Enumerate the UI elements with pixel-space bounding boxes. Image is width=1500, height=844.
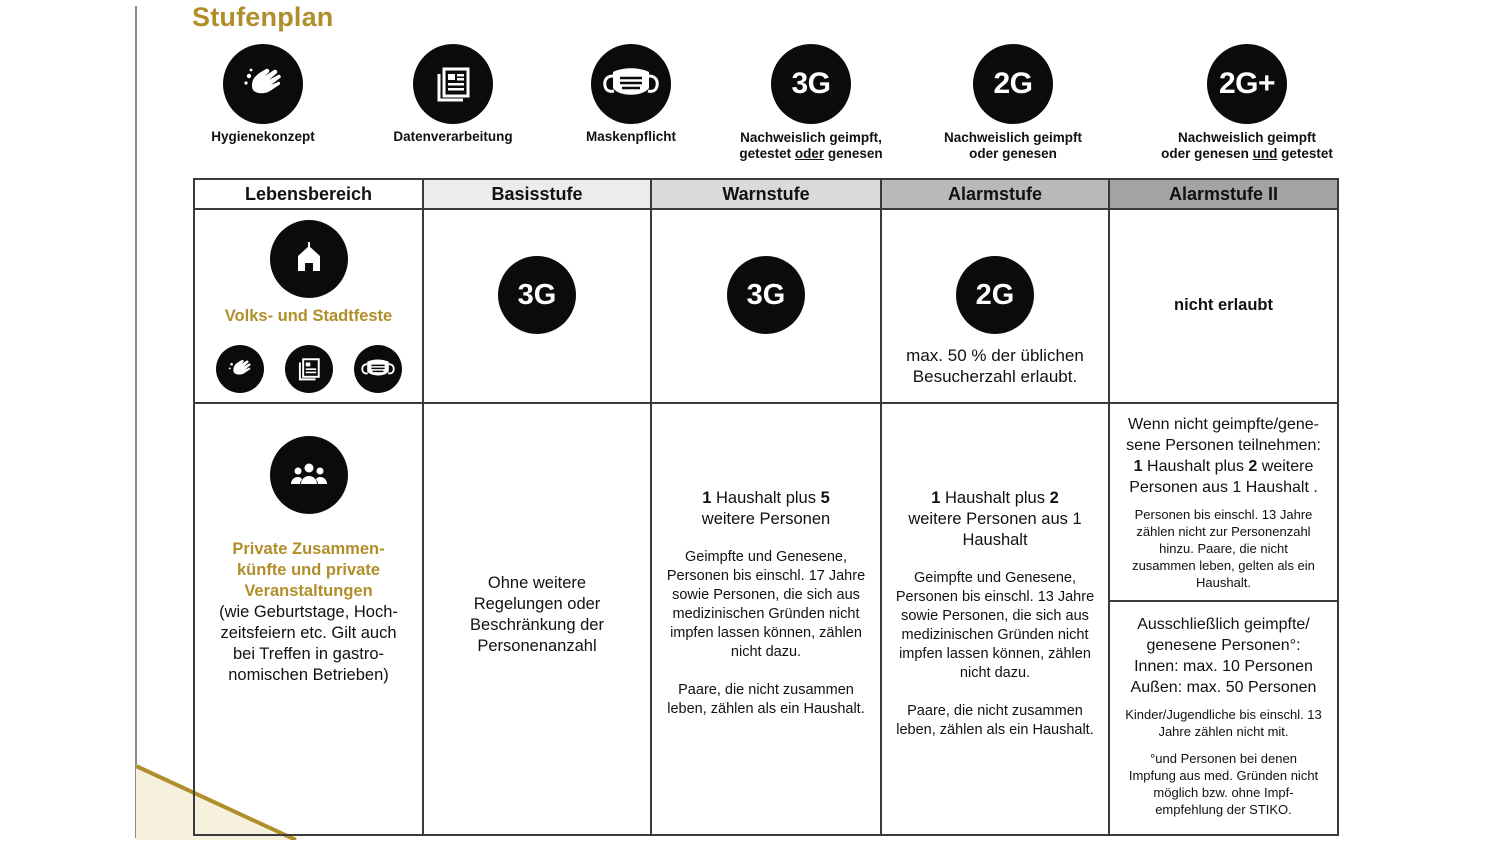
hand-washing-icon <box>216 345 264 393</box>
legend-label-2g-plus: Nachweislich geimpft oder genesen und getestet <box>1161 130 1333 161</box>
requirement-icons <box>195 345 422 393</box>
cell-lebensbereich-private <box>194 403 423 835</box>
not-allowed-text: nicht erlaubt <box>1173 295 1273 314</box>
cell-warn-volksfeste <box>651 209 881 403</box>
alarm2-kids-note: Kinder/Jugendliche bis einschl. 13 Jahre zählen nicht mit. <box>1125 707 1322 739</box>
legend-3g <box>711 44 911 162</box>
cell-basis-private <box>423 403 651 835</box>
legend-mask <box>531 44 731 145</box>
label-private-note: (wie Geburtstage, Hoch- zeitsfeiern etc. Gilt auch bei Treffen in gastro- nomischen Betrieben) <box>219 603 398 684</box>
header-alarmstufe-2: Alarmstufe II <box>1109 179 1338 209</box>
page-title: Stufenplan <box>192 2 334 32</box>
cell-alarm2-volksfeste <box>1109 209 1338 403</box>
cell-basis-volksfeste <box>423 209 651 403</box>
legend-2g <box>913 44 1113 162</box>
label-private-gatherings: Private Zusammen- künfte und private Veranstaltungen <box>232 540 385 600</box>
2g-symbol: 2G <box>956 256 1034 334</box>
2g-symbol: 2G <box>973 44 1053 124</box>
alarm-exceptions: Geimpfte und Genesene, Personen bis einschl. 13 Jahre sowie Personen, die sich aus medizinischen Gründen nicht impfen lassen können, zählen nicht dazu. <box>895 570 1095 681</box>
document-icon <box>413 44 493 124</box>
alarm2-unvaccinated-block <box>1110 404 1337 600</box>
alarm2-footnote: °und Personen bei denen Impfung aus med. Gründen nicht möglich bzw. ohne Impf- empfehlung der STIKO. <box>1128 751 1319 817</box>
legend-label-data: Datenverarbeitung <box>393 129 513 144</box>
basis-private-text: Ohne weitere Regelungen oder Beschränkung der Personenanzahl <box>470 574 604 655</box>
rules-table <box>193 178 1339 836</box>
warn-exceptions: Geimpfte und Genesene, Personen bis einschl. 17 Jahre sowie Personen, die sich aus medizinischen Gründen nicht impfen lassen können, zählen nicht dazu. <box>666 549 866 660</box>
legend-label-hygiene: Hygienekonzept <box>211 129 315 144</box>
cell-alarm-volksfeste <box>881 209 1109 403</box>
table-row-private <box>194 403 1338 835</box>
legend-2g-plus <box>1147 44 1347 162</box>
3g-symbol: 3G <box>771 44 851 124</box>
legend-label-mask: Maskenpflicht <box>585 129 677 144</box>
table-header-row <box>194 179 1338 209</box>
2g-plus-symbol: 2G+ <box>1207 44 1287 124</box>
legend-label-3g: Nachweislich geimpft, getestet oder genesen <box>739 130 883 161</box>
legend-label-2g: Nachweislich geimpft oder genesen <box>943 130 1083 161</box>
warn-couples-note: Paare, die nicht zusammen leben, zählen als ein Haushalt. <box>667 682 865 717</box>
cell-warn-private <box>651 403 881 835</box>
header-warnstufe: Warnstufe <box>651 179 881 209</box>
cell-alarm2-private <box>1109 403 1338 835</box>
warn-household-rule: 1 Haushalt plus 5 weitere Personen <box>701 489 831 528</box>
header-lebensbereich: Lebensbereich <box>194 179 423 209</box>
alarm-couples-note: Paare, die nicht zusammen leben, zählen als ein Haushalt. <box>896 703 1094 738</box>
hand-washing-icon <box>223 44 303 124</box>
group-people-icon <box>270 436 348 514</box>
label-volksfeste: Volks- und Stadtfeste <box>224 307 393 325</box>
header-alarmstufe: Alarmstufe <box>881 179 1109 209</box>
house-icon <box>270 220 348 298</box>
face-mask-icon <box>591 44 671 124</box>
alarm2-vaccinated-rule: Ausschließlich geimpfte/ genesene Personen°: Innen: max. 10 Personen Außen: max. 50 Personen <box>1130 616 1317 696</box>
legend-data <box>353 44 553 145</box>
3g-symbol: 3G <box>727 256 805 334</box>
face-mask-icon <box>354 345 402 393</box>
alarm-household-rule: 1 Haushalt plus 2 weitere Personen aus 1 Haushalt <box>908 489 1082 549</box>
table-row-volksfeste <box>194 209 1338 403</box>
header-basisstufe: Basisstufe <box>423 179 651 209</box>
alarm2-vaccinated-block <box>1110 600 1337 818</box>
left-margin-line <box>135 6 137 838</box>
document-icon <box>285 345 333 393</box>
3g-symbol: 3G <box>498 256 576 334</box>
cell-lebensbereich-volksfeste <box>194 209 423 403</box>
cell-alarm-private <box>881 403 1109 835</box>
legend-hygiene <box>163 44 363 145</box>
alarm2-unvaccinated-rule: Wenn nicht geimpfte/gene- sene Personen teilnehmen: 1 Haushalt plus 2 weitere Personen aus 1 Haushalt . <box>1126 416 1321 496</box>
alarm2-unvaccinated-note: Personen bis einschl. 13 Jahre zählen nicht zur Personenzahl hinzu. Paare, die nicht zusammen leben, gelten als ein Haushalt. <box>1132 507 1315 590</box>
alarm-visitor-note: max. 50 % der üblichen Besucherzahl erlaubt. <box>906 346 1084 386</box>
